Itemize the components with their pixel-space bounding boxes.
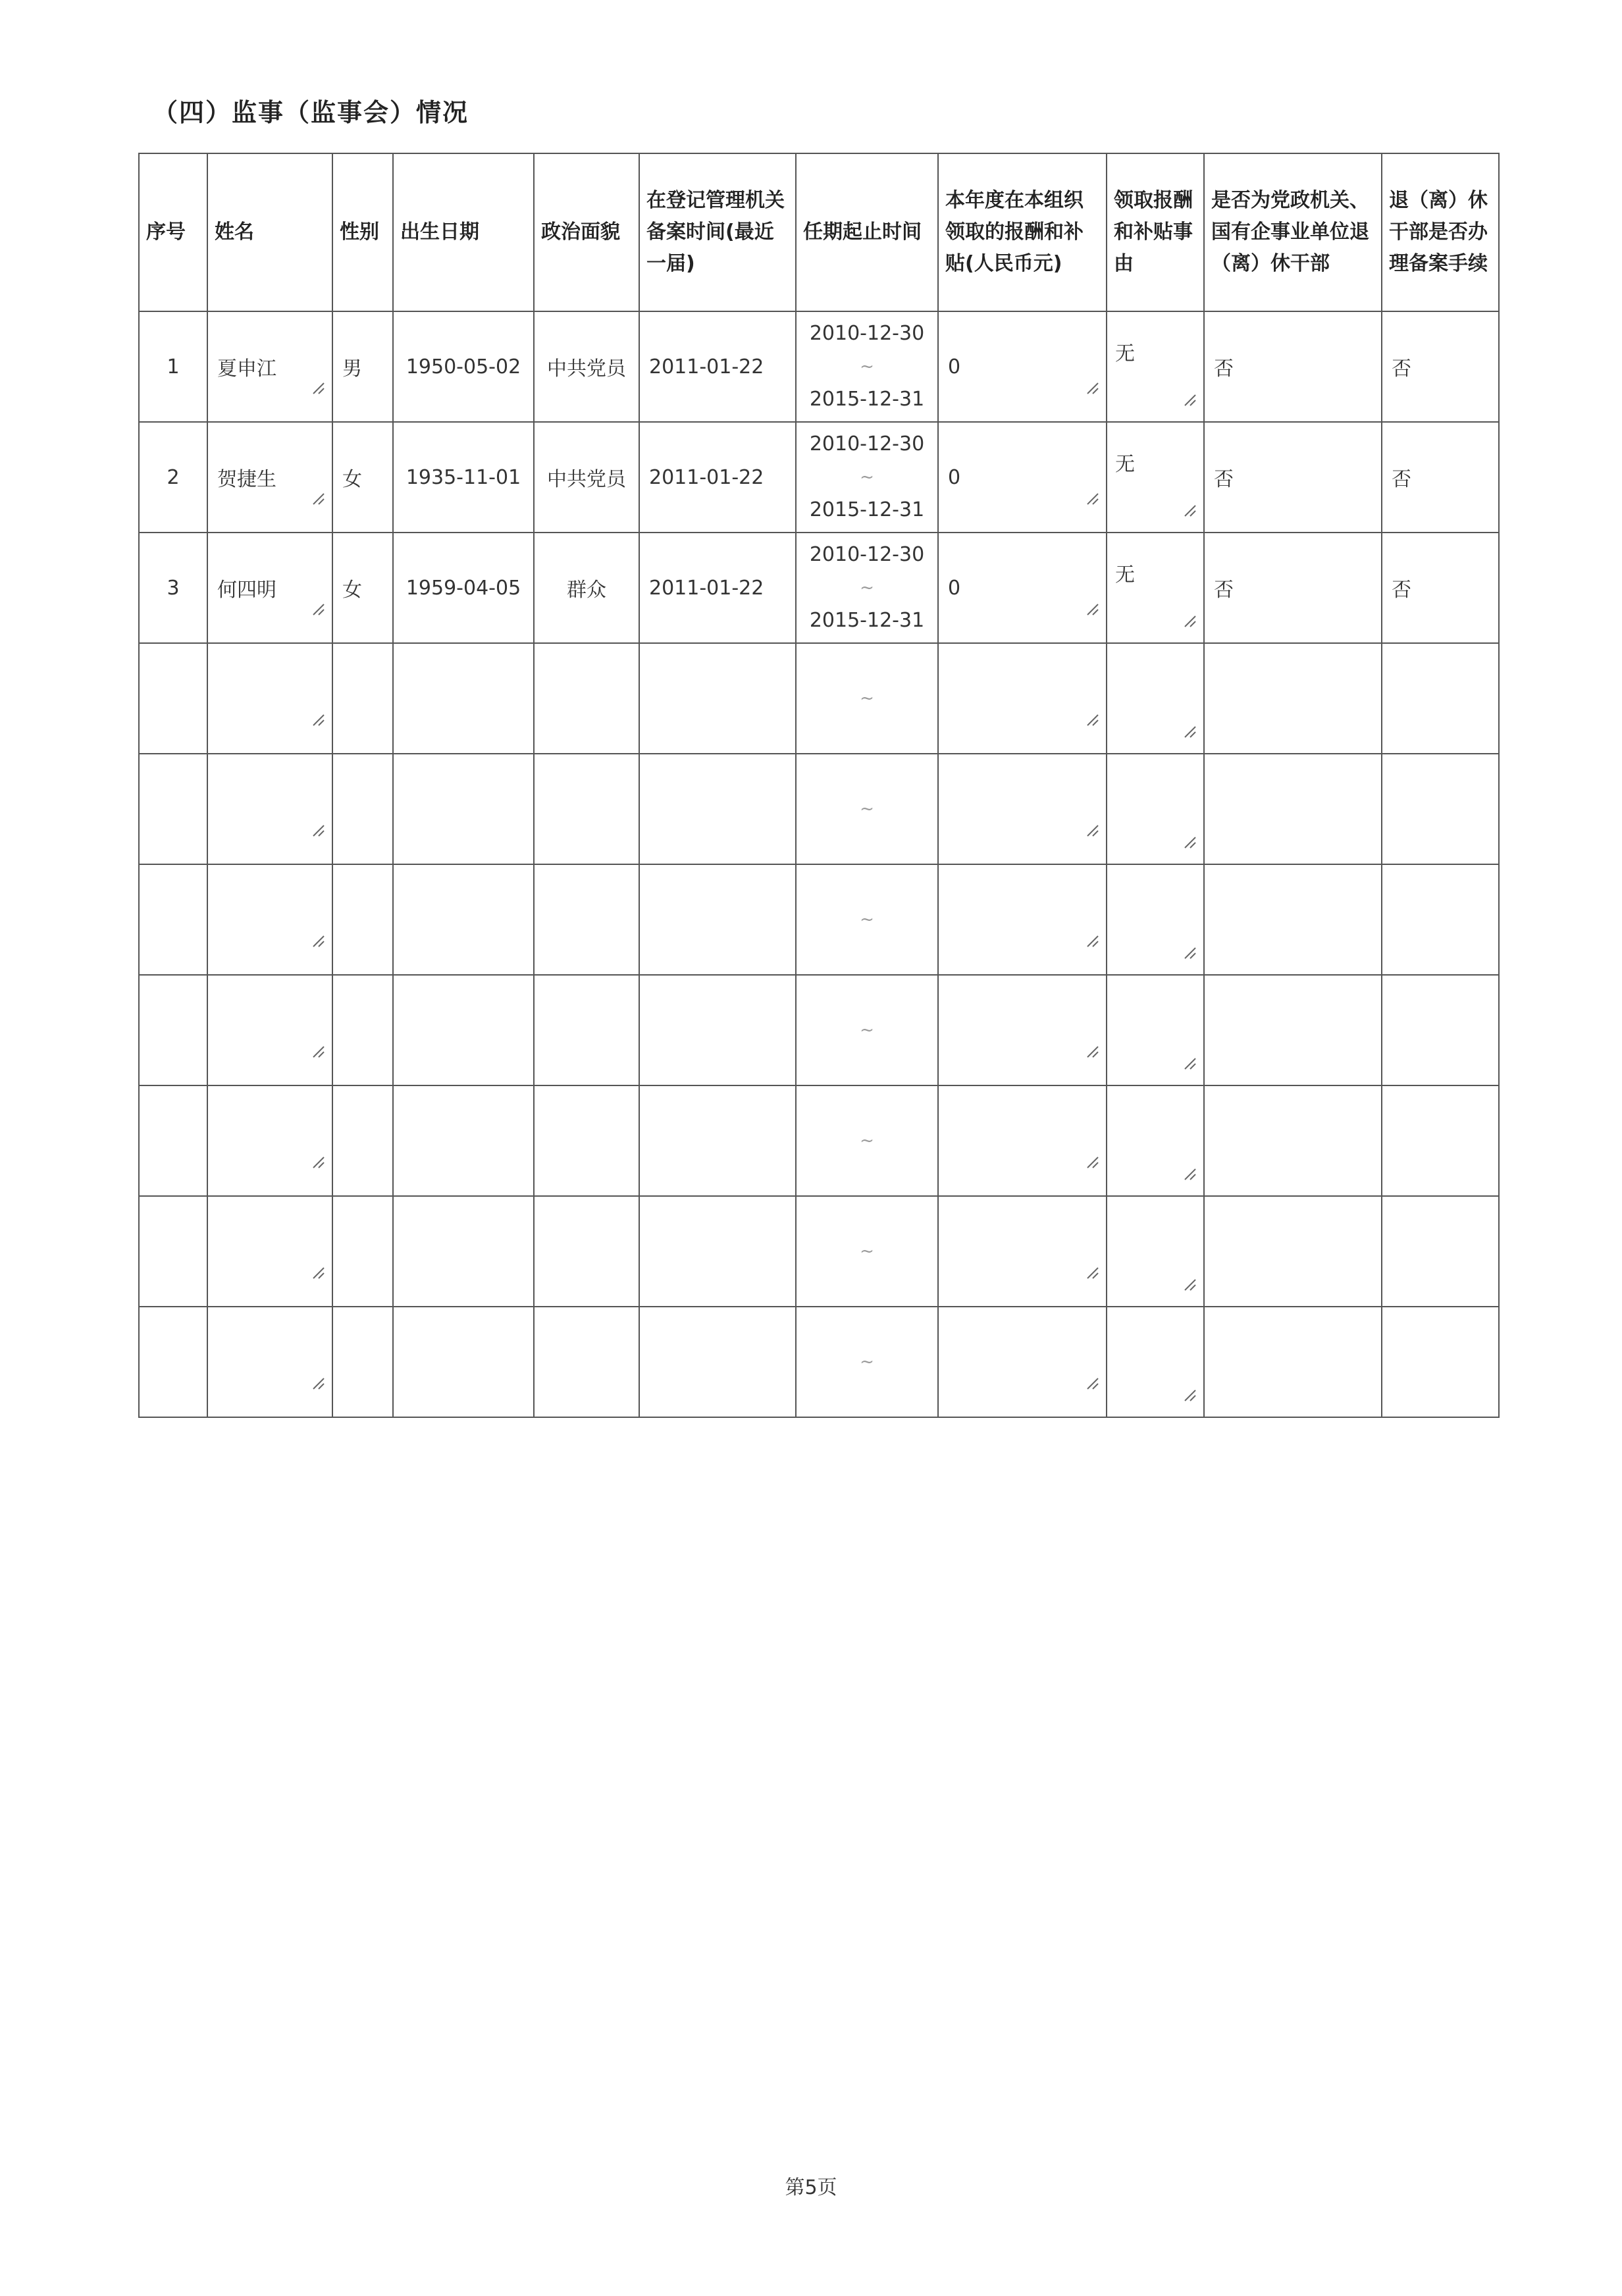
birth-date-cell bbox=[393, 864, 534, 975]
resize-handle-icon[interactable] bbox=[311, 1265, 325, 1280]
name-field[interactable] bbox=[207, 422, 332, 533]
term-separator: ~ bbox=[860, 578, 874, 598]
compensation-reason-field[interactable] bbox=[1107, 1085, 1204, 1196]
row-no: 1 bbox=[139, 311, 207, 422]
term-end: 2015-12-31 bbox=[809, 498, 925, 521]
term-cell[interactable] bbox=[796, 533, 938, 643]
empty-table-row bbox=[139, 864, 1499, 975]
header-row bbox=[139, 153, 1499, 311]
compensation-reason-field[interactable] bbox=[1107, 643, 1204, 754]
filing-time-cell bbox=[639, 643, 796, 754]
header-gender: 性别 bbox=[332, 153, 393, 311]
row-no: 2 bbox=[139, 422, 207, 533]
term-separator: ~ bbox=[860, 467, 874, 487]
resize-handle-icon[interactable] bbox=[1182, 392, 1197, 407]
term-start: 2010-12-30 bbox=[809, 432, 925, 456]
politics-cell bbox=[534, 1307, 639, 1417]
term-end: 2015-12-31 bbox=[809, 388, 925, 411]
row-no bbox=[139, 754, 207, 864]
term-separator: ~ bbox=[860, 1241, 874, 1261]
empty-table-row bbox=[139, 754, 1499, 864]
resize-handle-icon[interactable] bbox=[1182, 613, 1197, 628]
compensation-reason-value: 无 bbox=[1115, 453, 1135, 476]
compensation-field[interactable] bbox=[938, 975, 1107, 1085]
name-field[interactable] bbox=[207, 1196, 332, 1307]
retired-filing-cell bbox=[1382, 643, 1499, 754]
compensation-field[interactable] bbox=[938, 864, 1107, 975]
header-no: 序号 bbox=[139, 153, 207, 311]
retired-official-cell bbox=[1204, 754, 1382, 864]
retired-filing-cell bbox=[1382, 311, 1499, 422]
header-is-retired-official: 是否为党政机关、国有企事业单位退（离）休干部 bbox=[1204, 153, 1382, 311]
term-end: 2015-12-31 bbox=[809, 609, 925, 632]
gender-cell bbox=[332, 643, 393, 754]
compensation-field[interactable] bbox=[938, 311, 1107, 422]
retired-official-cell bbox=[1204, 1085, 1382, 1196]
gender-value: 女 bbox=[342, 468, 362, 491]
resize-handle-icon[interactable] bbox=[1085, 1155, 1099, 1169]
retired-official-value: 否 bbox=[1214, 468, 1234, 491]
name-field[interactable] bbox=[207, 754, 332, 864]
compensation-reason-field[interactable] bbox=[1107, 754, 1204, 864]
resize-handle-icon[interactable] bbox=[1085, 933, 1099, 948]
row-no bbox=[139, 1196, 207, 1307]
name-field[interactable] bbox=[207, 643, 332, 754]
filing-time-cell bbox=[639, 1307, 796, 1417]
name-field[interactable] bbox=[207, 1307, 332, 1417]
header-birth-date: 出生日期 bbox=[393, 153, 534, 311]
resize-handle-icon[interactable] bbox=[311, 602, 325, 616]
retired-official-cell bbox=[1204, 1307, 1382, 1417]
resize-handle-icon[interactable] bbox=[311, 933, 325, 948]
gender-value: 男 bbox=[342, 357, 362, 380]
empty-table-row bbox=[139, 1307, 1499, 1417]
compensation-reason-field[interactable] bbox=[1107, 311, 1204, 422]
resize-handle-icon[interactable] bbox=[1182, 1166, 1197, 1181]
gender-cell bbox=[332, 311, 393, 422]
header-compensation-reason: 领取报酬和补贴事由 bbox=[1107, 153, 1204, 311]
politics-cell bbox=[534, 1196, 639, 1307]
header-compensation: 本年度在本组织领取的报酬和补贴(人民币元) bbox=[938, 153, 1107, 311]
retired-official-cell bbox=[1204, 643, 1382, 754]
row-no bbox=[139, 975, 207, 1085]
retired-official-value: 否 bbox=[1214, 579, 1234, 602]
retired-filing-cell bbox=[1382, 1307, 1499, 1417]
gender-cell bbox=[332, 422, 393, 533]
term-separator: ~ bbox=[860, 357, 874, 377]
retired-filing-cell bbox=[1382, 1196, 1499, 1307]
supervisors-table bbox=[138, 153, 1500, 1418]
compensation-reason-field[interactable] bbox=[1107, 1307, 1204, 1417]
compensation-reason-value: 无 bbox=[1115, 342, 1135, 365]
compensation-field[interactable] bbox=[938, 643, 1107, 754]
filing-time-cell bbox=[639, 975, 796, 1085]
term-cell[interactable] bbox=[796, 311, 938, 422]
compensation-reason-value: 无 bbox=[1115, 563, 1135, 587]
retired-official-cell bbox=[1204, 1196, 1382, 1307]
resize-handle-icon[interactable] bbox=[311, 1376, 325, 1390]
compensation-value: 0 bbox=[948, 576, 961, 600]
politics-cell bbox=[534, 1085, 639, 1196]
name-field[interactable] bbox=[207, 1085, 332, 1196]
filing-time-cell bbox=[639, 533, 796, 643]
resize-handle-icon[interactable] bbox=[1085, 491, 1099, 506]
birth-date-cell bbox=[393, 1085, 534, 1196]
gender-cell bbox=[332, 754, 393, 864]
compensation-field[interactable] bbox=[938, 1196, 1107, 1307]
politics-cell bbox=[534, 975, 639, 1085]
birth-date-cell: 1935-11-01 bbox=[393, 422, 534, 533]
compensation-reason-field[interactable] bbox=[1107, 533, 1204, 643]
term-separator: ~ bbox=[860, 1020, 874, 1040]
retired-filing-value: 否 bbox=[1392, 468, 1411, 491]
retired-official-value: 否 bbox=[1214, 357, 1234, 380]
term-cell[interactable] bbox=[796, 643, 938, 754]
header-term: 任期起止时间 bbox=[796, 153, 938, 311]
row-no bbox=[139, 1307, 207, 1417]
term-separator: ~ bbox=[860, 799, 874, 819]
resize-handle-icon[interactable] bbox=[311, 712, 325, 727]
page-number: 第5页 bbox=[785, 2176, 837, 2199]
resize-handle-icon[interactable] bbox=[1182, 1056, 1197, 1070]
compensation-value: 0 bbox=[948, 465, 961, 489]
table-row bbox=[139, 422, 1499, 533]
resize-handle-icon[interactable] bbox=[1085, 602, 1099, 616]
retired-filing-value: 否 bbox=[1392, 357, 1411, 380]
retired-official-cell bbox=[1204, 864, 1382, 975]
name-field[interactable] bbox=[207, 975, 332, 1085]
compensation-reason-field[interactable] bbox=[1107, 864, 1204, 975]
resize-handle-icon[interactable] bbox=[1085, 712, 1099, 727]
birth-date-cell: 1950-05-02 bbox=[393, 311, 534, 422]
retired-filing-cell bbox=[1382, 1085, 1499, 1196]
section-title: （四）监事（监事会）情况 bbox=[153, 98, 469, 127]
gender-cell bbox=[332, 975, 393, 1085]
gender-cell bbox=[332, 1085, 393, 1196]
name-value: 何四明 bbox=[217, 579, 276, 602]
resize-handle-icon[interactable] bbox=[311, 1155, 325, 1169]
resize-handle-icon[interactable] bbox=[1085, 380, 1099, 395]
row-no bbox=[139, 1085, 207, 1196]
term-separator: ~ bbox=[860, 1352, 874, 1372]
empty-rows bbox=[139, 643, 1499, 1417]
retired-filing-cell bbox=[1382, 754, 1499, 864]
resize-handle-icon[interactable] bbox=[1182, 1388, 1197, 1402]
retired-official-cell bbox=[1204, 422, 1382, 533]
term-cell[interactable] bbox=[796, 1196, 938, 1307]
birth-date-cell: 1959-04-05 bbox=[393, 533, 534, 643]
politics-cell bbox=[534, 643, 639, 754]
resize-handle-icon[interactable] bbox=[1182, 724, 1197, 739]
politics-cell bbox=[534, 754, 639, 864]
resize-handle-icon[interactable] bbox=[311, 380, 325, 395]
gender-cell bbox=[332, 1196, 393, 1307]
term-separator: ~ bbox=[860, 1131, 874, 1151]
politics-cell: 群众 bbox=[534, 533, 639, 643]
resize-handle-icon[interactable] bbox=[311, 823, 325, 837]
compensation-reason-field[interactable] bbox=[1107, 975, 1204, 1085]
compensation-field[interactable] bbox=[938, 1307, 1107, 1417]
resize-handle-icon[interactable] bbox=[1182, 503, 1197, 517]
compensation-reason-field[interactable] bbox=[1107, 422, 1204, 533]
resize-handle-icon[interactable] bbox=[1085, 1265, 1099, 1280]
term-cell[interactable] bbox=[796, 422, 938, 533]
retired-filing-value: 否 bbox=[1392, 579, 1411, 602]
gender-cell bbox=[332, 533, 393, 643]
retired-filing-cell bbox=[1382, 864, 1499, 975]
row-no: 3 bbox=[139, 533, 207, 643]
name-field[interactable] bbox=[207, 311, 332, 422]
compensation-field[interactable] bbox=[938, 754, 1107, 864]
politics-cell: 中共党员 bbox=[534, 311, 639, 422]
birth-date-cell bbox=[393, 975, 534, 1085]
header-politics: 政治面貌 bbox=[534, 153, 639, 311]
empty-table-row bbox=[139, 643, 1499, 754]
filing-time-value: 2011-01-22 bbox=[649, 576, 764, 600]
term-separator: ~ bbox=[860, 910, 874, 929]
retired-official-cell bbox=[1204, 311, 1382, 422]
gender-cell bbox=[332, 864, 393, 975]
empty-table-row bbox=[139, 975, 1499, 1085]
compensation-reason-field[interactable] bbox=[1107, 1196, 1204, 1307]
table-row bbox=[139, 533, 1499, 643]
politics-cell bbox=[534, 864, 639, 975]
row-no bbox=[139, 864, 207, 975]
retired-filing-cell bbox=[1382, 975, 1499, 1085]
birth-date-cell bbox=[393, 643, 534, 754]
filing-time-cell bbox=[639, 1196, 796, 1307]
row-no bbox=[139, 643, 207, 754]
resize-handle-icon[interactable] bbox=[311, 491, 325, 506]
filing-time-cell bbox=[639, 1085, 796, 1196]
term-cell[interactable] bbox=[796, 754, 938, 864]
resize-handle-icon[interactable] bbox=[311, 1044, 325, 1058]
resize-handle-icon[interactable] bbox=[1182, 945, 1197, 960]
term-cell[interactable] bbox=[796, 864, 938, 975]
birth-date-cell bbox=[393, 754, 534, 864]
compensation-value: 0 bbox=[948, 355, 961, 378]
retired-official-cell bbox=[1204, 533, 1382, 643]
filing-time-cell bbox=[639, 311, 796, 422]
header-name: 姓名 bbox=[207, 153, 332, 311]
retired-filing-cell bbox=[1382, 533, 1499, 643]
term-separator: ~ bbox=[860, 689, 874, 708]
name-field[interactable] bbox=[207, 864, 332, 975]
resize-handle-icon[interactable] bbox=[1182, 835, 1197, 849]
resize-handle-icon[interactable] bbox=[1085, 1044, 1099, 1058]
empty-table-row bbox=[139, 1085, 1499, 1196]
header-filing-time: 在登记管理机关备案时间(最近一届) bbox=[639, 153, 796, 311]
term-cell[interactable] bbox=[796, 975, 938, 1085]
term-cell[interactable] bbox=[796, 1085, 938, 1196]
compensation-field[interactable] bbox=[938, 533, 1107, 643]
gender-value: 女 bbox=[342, 579, 362, 602]
name-value: 贺捷生 bbox=[217, 468, 276, 491]
compensation-field[interactable] bbox=[938, 422, 1107, 533]
gender-cell bbox=[332, 1307, 393, 1417]
resize-handle-icon[interactable] bbox=[1182, 1277, 1197, 1292]
term-start: 2010-12-30 bbox=[809, 543, 925, 566]
term-cell[interactable] bbox=[796, 1307, 938, 1417]
retired-filing-cell bbox=[1382, 422, 1499, 533]
compensation-field[interactable] bbox=[938, 1085, 1107, 1196]
filing-time-value: 2011-01-22 bbox=[649, 355, 764, 378]
birth-date-cell bbox=[393, 1307, 534, 1417]
term-start: 2010-12-30 bbox=[809, 322, 925, 345]
table-row bbox=[139, 311, 1499, 422]
empty-table-row bbox=[139, 1196, 1499, 1307]
resize-handle-icon[interactable] bbox=[1085, 823, 1099, 837]
header-retired-filing: 退（离）休干部是否办理备案手续 bbox=[1382, 153, 1499, 311]
retired-official-cell bbox=[1204, 975, 1382, 1085]
birth-date-cell bbox=[393, 1196, 534, 1307]
name-field[interactable] bbox=[207, 533, 332, 643]
resize-handle-icon[interactable] bbox=[1085, 1376, 1099, 1390]
filing-time-value: 2011-01-22 bbox=[649, 465, 764, 489]
name-value: 夏申江 bbox=[217, 357, 276, 380]
filing-time-cell bbox=[639, 422, 796, 533]
filing-time-cell bbox=[639, 754, 796, 864]
politics-cell: 中共党员 bbox=[534, 422, 639, 533]
filing-time-cell bbox=[639, 864, 796, 975]
